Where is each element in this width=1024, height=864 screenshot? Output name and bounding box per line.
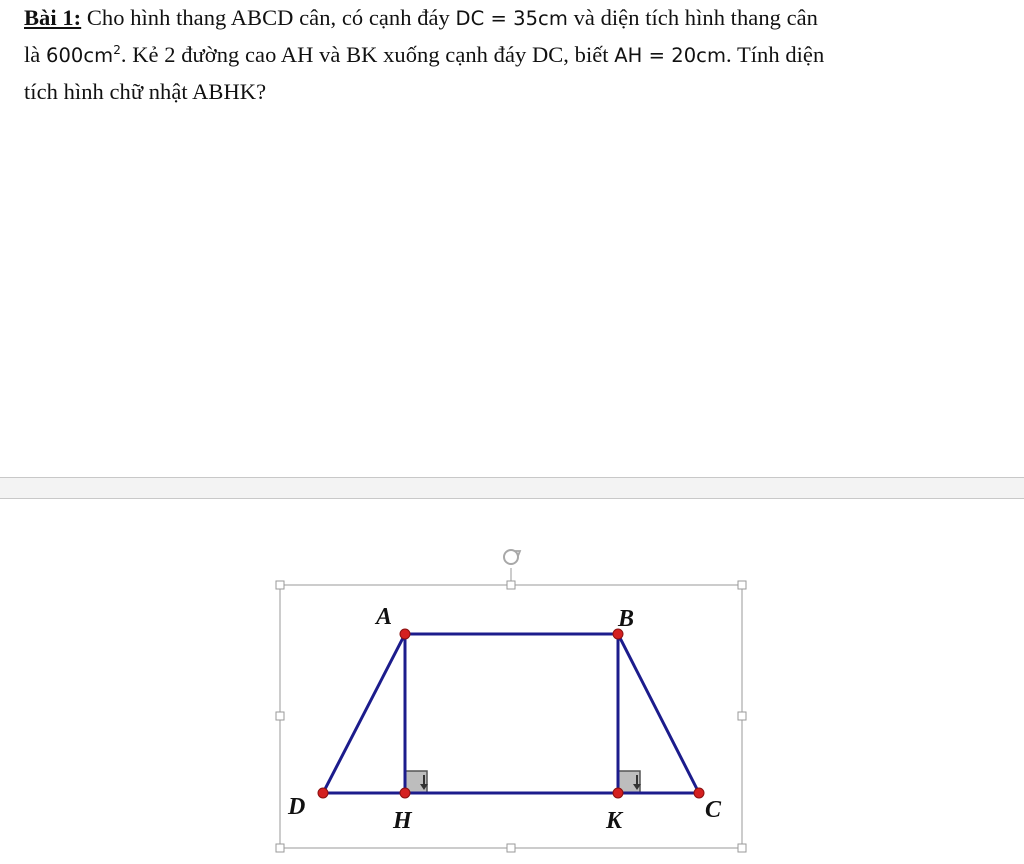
resize-handle-icon[interactable] xyxy=(738,712,746,720)
edge-bc xyxy=(618,634,699,793)
label-d: D xyxy=(288,794,306,820)
math-ah: AH = 20cm xyxy=(614,44,726,67)
problem-text-2a: là xyxy=(24,42,47,67)
resize-handle-icon[interactable] xyxy=(276,844,284,852)
problem-text-2b: . Kẻ 2 đường cao AH và BK xuống cạnh đáy DC, biết xyxy=(120,42,615,67)
label-a: A xyxy=(376,604,393,630)
problem-line-3: tích hình chữ nhật ABHK? xyxy=(24,79,267,104)
problem-text-2c: . Tính diện xyxy=(726,42,825,67)
rotate-handle-icon[interactable] xyxy=(504,550,520,564)
resize-handle-icon[interactable] xyxy=(738,581,746,589)
point-c xyxy=(694,788,704,798)
resize-handle-icon[interactable] xyxy=(276,581,284,589)
problem-label: Bài 1: xyxy=(24,5,82,30)
selection-frame[interactable] xyxy=(280,585,742,848)
label-b: B xyxy=(618,606,635,632)
label-k: K xyxy=(606,808,623,834)
resize-handle-icon[interactable] xyxy=(507,844,515,852)
problem-text-1a: Cho hình thang ABCD cân, có cạnh đáy xyxy=(81,5,456,30)
resize-handle-icon[interactable] xyxy=(738,844,746,852)
problem-text-1b: và diện tích hình thang cân xyxy=(567,5,818,30)
math-area-value: 600cm xyxy=(46,44,114,67)
edge-ad xyxy=(323,634,405,793)
point-d xyxy=(318,788,328,798)
point-h xyxy=(400,788,410,798)
label-h: H xyxy=(393,808,412,834)
point-k xyxy=(613,788,623,798)
label-c: C xyxy=(705,797,722,823)
point-a xyxy=(400,629,410,639)
resize-handle-icon[interactable] xyxy=(507,581,515,589)
math-area-exponent: 2 xyxy=(113,43,121,57)
math-dc: DC = 35cm xyxy=(455,7,568,30)
resize-handle-icon[interactable] xyxy=(276,712,284,720)
